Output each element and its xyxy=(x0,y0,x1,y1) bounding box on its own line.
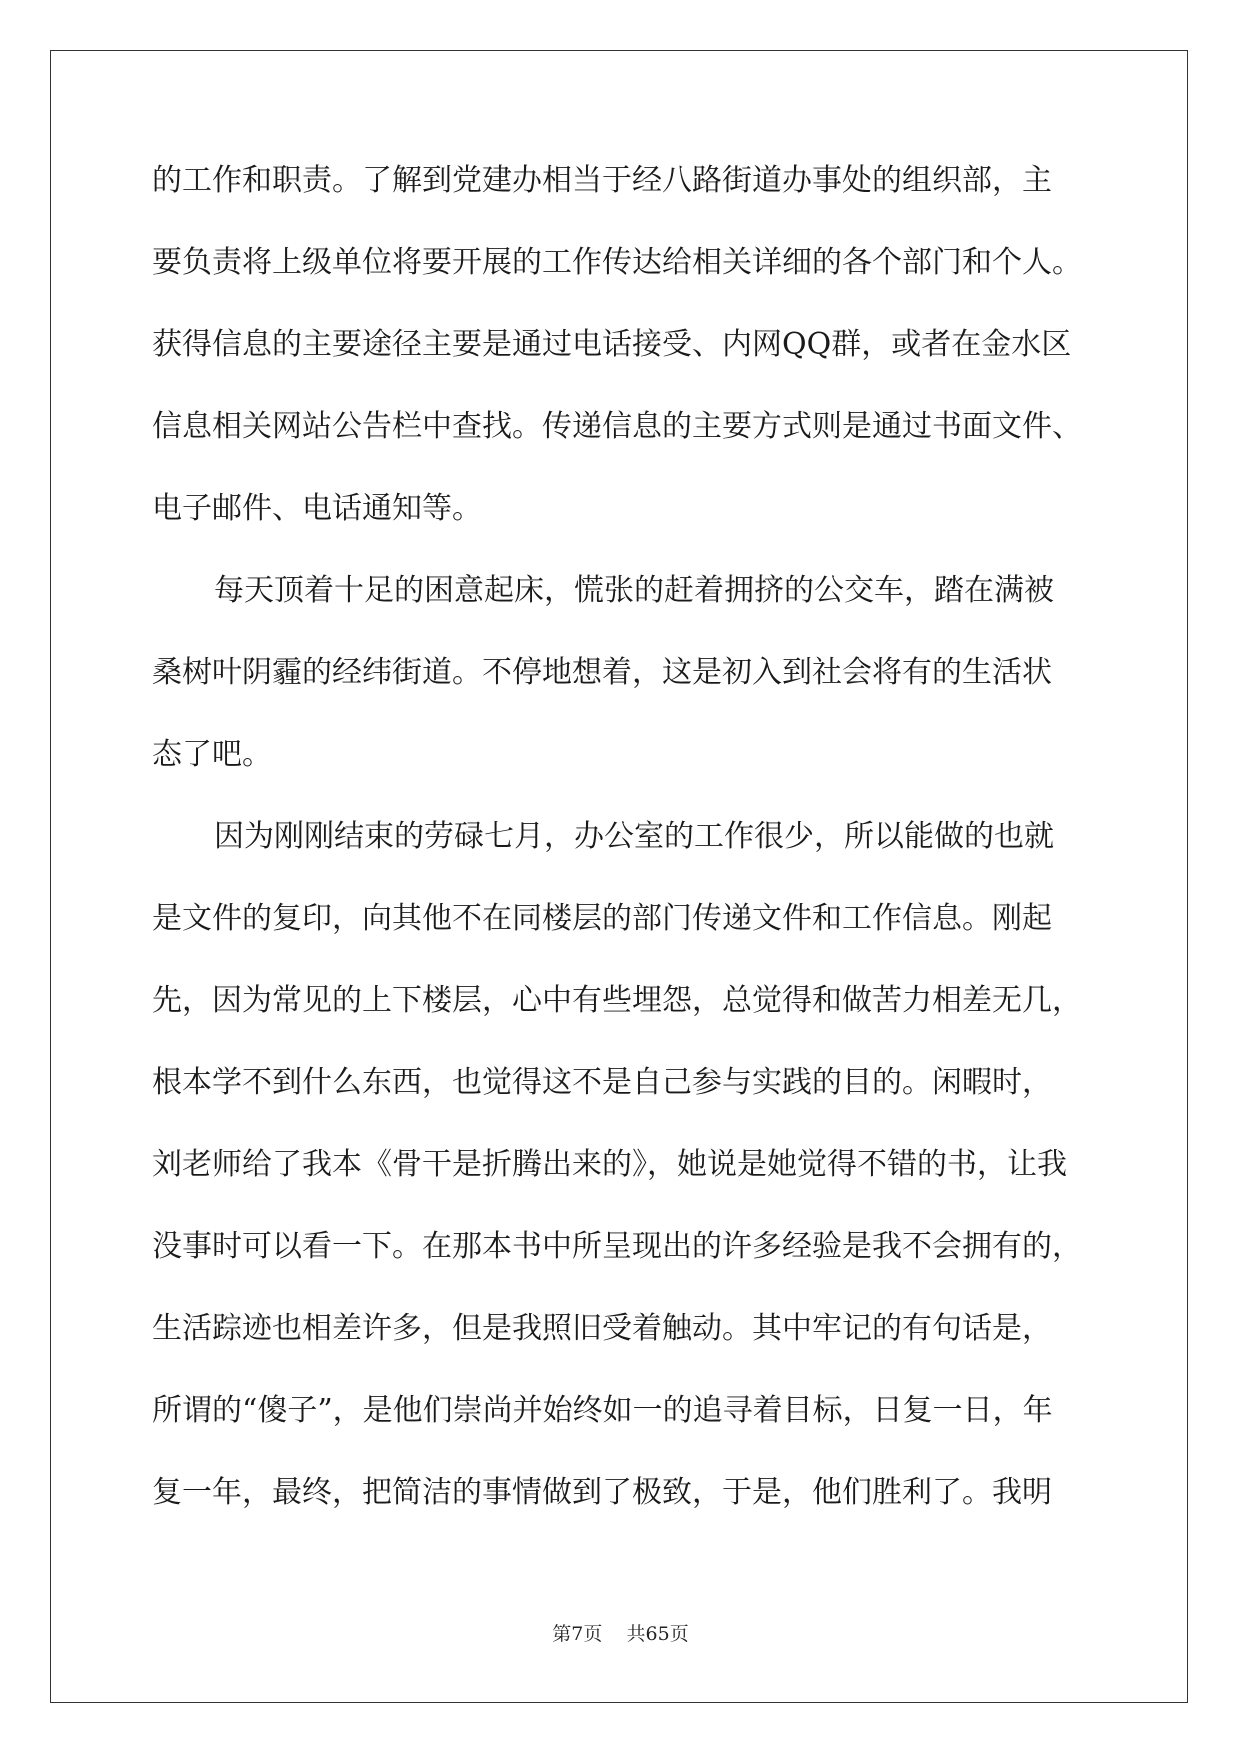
text-line: 桑树叶阴霾的经纬街道。不停地想着，这是初入到社会将有的生活状 xyxy=(152,655,1052,690)
body-text xyxy=(152,160,1097,1554)
text-line: 是文件的复印，向其他不在同楼层的部门传递文件和工作信息。刚起 xyxy=(152,901,1052,936)
text-line: 要负责将上级单位将要开展的工作传达给相关详细的各个部门和个人。 xyxy=(152,245,1082,280)
text-line: 的工作和职责。了解到党建办相当于经八路街道办事处的组织部，主 xyxy=(152,163,1052,198)
paragraph-start-line: 每天顶着十足的困意起床，慌张的赶着拥挤的公交车，踏在满被 xyxy=(214,573,1054,608)
text-line: 所谓的“傻子”，是他们崇尚并始终如一的追寻着目标，日复一日，年 xyxy=(152,1393,1053,1428)
text-line: 电子邮件、电话通知等。 xyxy=(152,491,482,526)
text-line: 生活踪迹也相差许多，但是我照旧受着触动。其中牢记的有句话是， xyxy=(152,1311,1052,1346)
text-line: 没事时可以看一下。在那本书中所呈现出的许多经验是我不会拥有的， xyxy=(152,1229,1082,1264)
text-line: 复一年，最终，把简洁的事情做到了极致，于是，他们胜利了。我明 xyxy=(152,1475,1052,1510)
text-line: 根本学不到什么东西，也觉得这不是自己参与实践的目的。闲暇时， xyxy=(152,1065,1052,1100)
text-line: 先，因为常见的上下楼层，心中有些埋怨，总觉得和做苦力相差无几， xyxy=(152,983,1082,1018)
text-line: 态了吧。 xyxy=(152,737,272,772)
total-pages: 共65页 xyxy=(626,1623,689,1645)
text-line: 刘老师给了我本《骨干是折腾出来的》，她说是她觉得不错的书，让我 xyxy=(152,1147,1067,1182)
page-number: 第7页 xyxy=(552,1623,603,1645)
paragraph-start-line: 因为刚刚结束的劳碌七月，办公室的工作很少，所以能做的也就 xyxy=(214,819,1054,854)
page-footer xyxy=(0,1619,1241,1646)
text-line: 获得信息的主要途径主要是通过电话接受、内网QQ群，或者在金水区 xyxy=(152,327,1072,362)
text-line: 信息相关网站公告栏中查找。传递信息的主要方式则是通过书面文件、 xyxy=(152,409,1082,444)
